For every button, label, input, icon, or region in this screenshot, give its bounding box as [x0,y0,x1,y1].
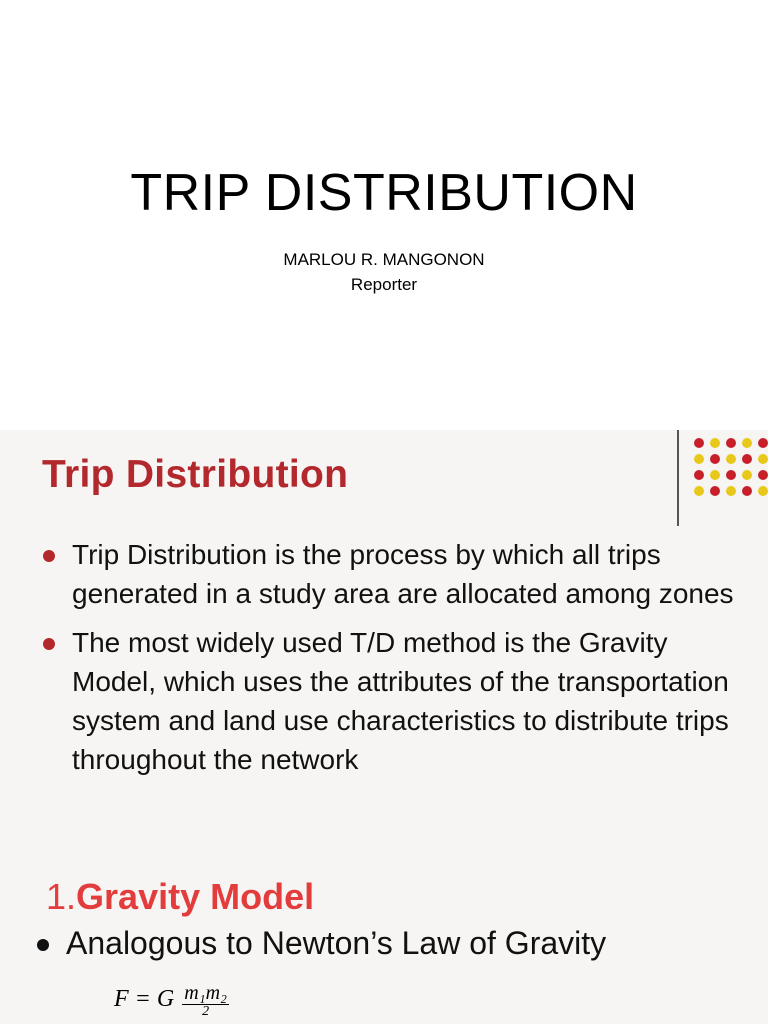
bullet-icon [43,638,55,650]
dot [694,438,704,448]
presentation-title: TRIP DISTRIBUTION [130,164,638,222]
dot [742,470,752,480]
dot [758,470,768,480]
section-bullet-list [34,922,754,974]
formula-denominator: 2 [202,1004,210,1019]
dot [710,438,720,448]
section-title: Gravity Model [76,876,315,917]
dot [710,470,720,480]
list-item [40,623,740,779]
section-number: 1. [46,876,77,917]
title-slide [0,0,768,430]
dot [726,454,736,464]
section-heading [46,874,314,920]
decorative-dots [692,436,768,508]
content-slide [0,430,768,1024]
dot [758,486,768,496]
author-name: MARLOU R. MANGONON [283,250,485,269]
dot [742,454,752,464]
dot [742,438,752,448]
dot [758,438,768,448]
author-role: Reporter [350,275,418,294]
divider-line [677,430,679,526]
dot [726,470,736,480]
bullet-text: Analogous to Newton’s Law of Gravity [66,925,607,961]
bullet-text: The most widely used T/D method is the Gravity Model, which uses the attributes of the transportation system and land use characteristics to distribute trips throughout the network [72,627,729,775]
gravity-formula [114,982,229,1019]
dot [694,486,704,496]
bullet-icon [43,550,55,562]
dot [726,438,736,448]
dot [758,454,768,464]
bullet-icon [37,939,49,951]
bullet-list [40,535,740,789]
dot [694,454,704,464]
bullet-text: Trip Distribution is the process by which all trips generated in a study area are allocated among zones [72,539,734,609]
dot [710,454,720,464]
formula-numerator: m₁m₂ [184,982,227,1004]
formula-lhs: F = G [114,986,175,1013]
list-item [34,922,754,964]
list-item [40,535,740,613]
dot [694,470,704,480]
dot [710,486,720,496]
dot [726,486,736,496]
dot [742,486,752,496]
slide-heading: Trip Distribution [42,453,349,496]
